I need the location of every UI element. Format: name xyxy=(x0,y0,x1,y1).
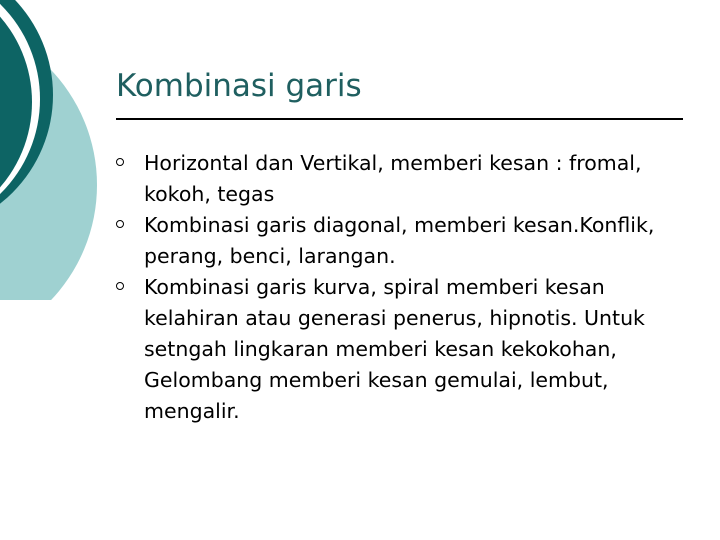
bullet-text: Kombinasi garis kurva, spiral memberi kesan kelahiran atau generasi penerus, hipnotis. Untuk setngah lingkaran memberi kesan kekokohan, Gelombang memberi kesan gemulai, lembut, mengalir. xyxy=(144,275,645,423)
hollow-circle-bullet-icon xyxy=(116,282,124,290)
slide-title: Kombinasi garis xyxy=(116,68,362,104)
bullet-item xyxy=(116,210,676,272)
bullet-text: Kombinasi garis diagonal, memberi kesan.Konflik, perang, benci, larangan. xyxy=(144,213,655,268)
decorative-arcs xyxy=(0,0,110,300)
bullet-text: Horizontal dan Vertikal, memberi kesan : fromal, kokoh, tegas xyxy=(144,151,642,206)
bullet-list xyxy=(116,148,676,427)
bullet-item xyxy=(116,272,676,427)
hollow-circle-bullet-icon xyxy=(116,220,124,228)
title-divider xyxy=(116,118,683,120)
bullet-item xyxy=(116,148,676,210)
hollow-circle-bullet-icon xyxy=(116,158,124,166)
